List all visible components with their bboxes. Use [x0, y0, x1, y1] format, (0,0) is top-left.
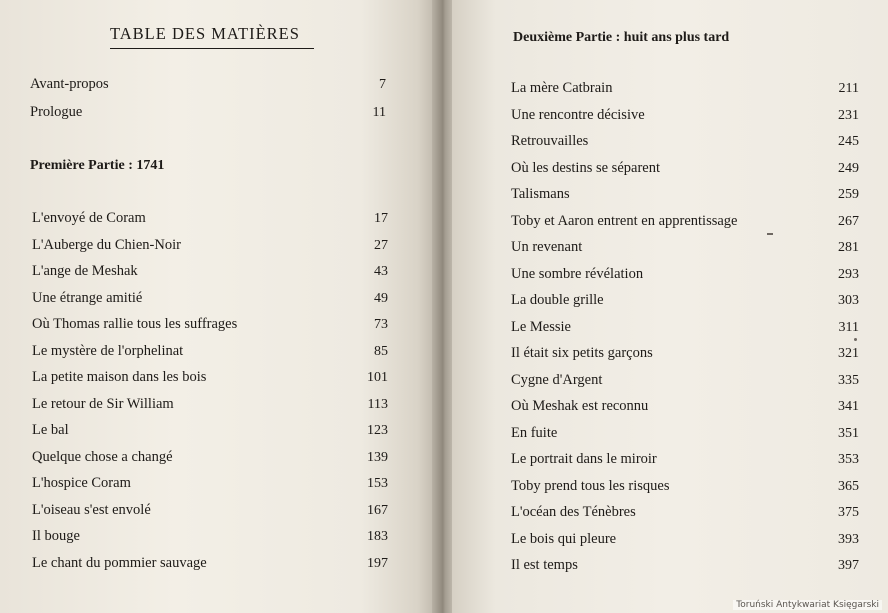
toc-entry-label: Cygne d'Argent [511, 371, 603, 388]
toc-entry-label: Il est temps [511, 557, 578, 573]
toc-entry-label: Avant-propos [30, 76, 109, 92]
toc-entry-label: L'Auberge du Chien-Noir [32, 236, 181, 253]
toc-entry [32, 396, 388, 413]
toc-entry-label: L'envoyé de Coram [32, 210, 146, 226]
toc-entry-page: 17 [374, 211, 388, 226]
toc-entry [32, 237, 388, 254]
toc-entry-page: 7 [379, 77, 386, 92]
toc-entry [32, 290, 388, 307]
toc-entry-label: Le Messie [511, 318, 571, 335]
toc-entry [32, 369, 388, 386]
toc-entry [511, 80, 859, 97]
toc-entry-label: L'océan des Ténèbres [511, 504, 636, 520]
toc-entry-page: 341 [838, 399, 859, 414]
toc-entry [511, 345, 859, 362]
toc-entry [30, 104, 386, 121]
toc-entry-page: 113 [367, 396, 388, 412]
toc-entry [32, 475, 388, 492]
toc-entry [511, 451, 859, 468]
toc-entry-label: Le bal [32, 422, 69, 438]
toc-entry [511, 504, 859, 521]
toc-entry-label: Le bois qui pleure [511, 530, 617, 547]
part-one-heading: Première Partie : 1741 [30, 158, 165, 173]
toc-entry-label: Le mystère de l'orphelinat [32, 342, 184, 359]
toc-entry-page: 397 [838, 558, 859, 573]
toc-entry [511, 160, 859, 177]
toc-entry [32, 263, 388, 280]
toc-entry-label: Il était six petits garçons [511, 345, 653, 361]
toc-entry-label: Le chant du pommier sauvage [32, 554, 207, 571]
toc-entry [511, 531, 859, 548]
toc-entry [511, 292, 859, 309]
toc-entry-page: 123 [367, 423, 388, 438]
print-speck [767, 233, 773, 235]
toc-entry-label: La mère Catbrain [511, 80, 613, 96]
toc-entry-page: 259 [838, 187, 859, 202]
toc-entry-page: 249 [838, 160, 859, 176]
toc-entry [30, 76, 386, 93]
right-page [452, 0, 888, 613]
toc-entry-label: Où Meshak est reconnu [511, 398, 649, 414]
toc-entry-label: Une sombre révélation [511, 265, 644, 282]
toc-entry-page: 231 [838, 107, 859, 123]
toc-entry-page: 73 [374, 317, 388, 332]
toc-entry-page: 49 [374, 290, 388, 306]
toc-entry [511, 186, 859, 203]
toc-entry [511, 557, 859, 574]
toc-entry-label: L'ange de Meshak [32, 263, 138, 279]
toc-entry [32, 316, 388, 333]
toc-entry [511, 266, 859, 283]
toc-entry [32, 343, 388, 360]
toc-entry-page: 245 [838, 134, 859, 149]
toc-entry-page: 375 [838, 505, 859, 520]
toc-entry-label: Une étrange amitié [32, 289, 143, 306]
toc-entry-page: 303 [838, 293, 859, 308]
toc-entry-label: En fuite [511, 424, 558, 441]
toc-entry [511, 133, 859, 150]
toc-entry-page: 183 [367, 529, 388, 544]
toc-entry-page: 85 [374, 343, 388, 359]
toc-entry-page: 43 [374, 264, 388, 279]
toc-entry-page: 27 [374, 237, 388, 253]
toc-entry-page: 211 [838, 81, 859, 96]
toc-entry [32, 422, 388, 439]
toc-entry [511, 239, 859, 256]
toc-entry-label: Prologue [30, 104, 83, 120]
toc-entry [511, 425, 859, 442]
toc-entry-page: 197 [367, 555, 388, 571]
toc-entry-label: L'oiseau s'est envolé [32, 501, 151, 518]
toc-entry-page: 293 [838, 266, 859, 282]
toc-entry-page: 153 [367, 476, 388, 491]
toc-entry-label: Quelque chose a changé [32, 448, 173, 465]
toc-entry-label: Le portrait dans le miroir [511, 451, 657, 467]
toc-entry [511, 372, 859, 389]
toc-entry-page: 353 [838, 452, 859, 467]
toc-entry-page: 351 [838, 425, 859, 441]
toc-entry-page: 365 [838, 478, 859, 494]
left-page [0, 0, 440, 613]
toc-entry-label: Talismans [511, 186, 570, 202]
front-matter-list [30, 76, 386, 126]
toc-entry-label: Un revenant [511, 239, 583, 255]
toc-entry [32, 555, 388, 572]
toc-entry-label: La double grille [511, 292, 604, 308]
toc-entry [511, 213, 859, 230]
toc-title: TABLE DES MATIÈRES [110, 24, 314, 49]
toc-entry-page: 167 [367, 502, 388, 518]
toc-entry [511, 478, 859, 495]
toc-entry [511, 398, 859, 415]
toc-entry-page: 139 [367, 449, 388, 465]
seller-watermark: Toruński Antykwariat Księgarski [733, 600, 882, 610]
toc-entry-page: 321 [838, 346, 859, 361]
toc-entry [32, 502, 388, 519]
toc-entry-label: L'hospice Coram [32, 475, 131, 491]
toc-entry-label: Il bouge [32, 528, 80, 544]
print-speck [854, 338, 857, 341]
toc-entry-label: Le retour de Sir William [32, 395, 174, 412]
toc-entry-page: 101 [367, 370, 388, 385]
toc-entry-page: 267 [838, 213, 859, 229]
toc-entry-label: Une rencontre décisive [511, 106, 645, 123]
toc-entry [511, 319, 859, 336]
toc-entry [32, 449, 388, 466]
toc-entry-label: Toby prend tous les risques [511, 477, 670, 494]
toc-entry-page: 11 [372, 105, 386, 120]
toc-entry-label: Où Thomas rallie tous les suffrages [32, 316, 238, 332]
toc-entry-label: La petite maison dans les bois [32, 369, 207, 385]
toc-entry-page: 281 [838, 240, 859, 255]
part-one-chapter-list [32, 210, 388, 580]
toc-entry-page: 393 [838, 531, 859, 547]
toc-entry-page: 311 [838, 319, 859, 335]
part-two-chapter-list [511, 80, 859, 580]
toc-entry [32, 210, 388, 227]
toc-entry-label: Toby et Aaron entrent en apprentissage [511, 212, 738, 229]
toc-entry-label: Où les destins se séparent [511, 159, 660, 176]
toc-entry-page: 335 [838, 372, 859, 388]
part-two-heading: Deuxième Partie : huit ans plus tard [513, 30, 730, 45]
toc-entry [32, 528, 388, 545]
toc-entry-label: Retrouvailles [511, 133, 589, 149]
toc-entry [511, 107, 859, 124]
